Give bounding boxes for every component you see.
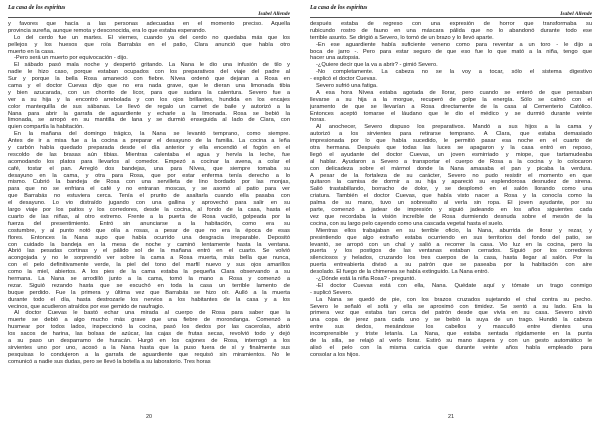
text-line: -En ese aguardiente había suficiente veneno como para reventar a un toro - le dijo a xyxy=(316,41,592,48)
text-line: incomprensible y triste letanía. La Nana, que estaba sentada rígidamente en la punta xyxy=(310,331,592,338)
text-line: a su paso un desparramo de huracán. Hurgó en los cajones de Rosa, interrogó a los xyxy=(8,337,290,344)
text-line: y carbón había quedado preparada desde el día anterior y ella encendió el fogón en el xyxy=(8,145,290,152)
text-line: cama y el doctor Cuevas dijo que no era nada grave, que le dieran una limonada tibia xyxy=(8,83,290,90)
text-line: quitaron la camisa de dormir a su hija y apareció su esplendorosa desnudez de sirena. xyxy=(310,179,592,186)
text-line: el desayuno. Lo vio distraído jugando con una gallina y aprovechó para salir en su xyxy=(8,200,290,207)
text-line: nadie le hizo caso, porque estaban ocupados con los preparativos del viaje del padre al xyxy=(8,69,290,76)
text-line: llevarse a su hija a la morgue, recuperó de golpe la energía. Sólo se calmó con el xyxy=(310,96,592,103)
text-line: al hablar. Ayudaron a Severo a transportar el cuerpo de Rosa a la cocina y lo colocaron xyxy=(310,158,592,165)
text-line: Antes de ir a misa fue a la cocina a preparar el desayuno de la familia. La cocina a leña xyxy=(8,138,290,145)
text-line: primera vez que estaba tan cerca del patrón desde que vivía en su casa. Severo sirvió xyxy=(310,310,592,317)
page-number: 21 xyxy=(448,414,454,420)
text-line: flores. Entonces la Nana supo que había ocurrido una desgracia irreparable. Depositó xyxy=(8,234,290,241)
text-line: buque perdido. Fue la primera y última vez que Barrabás se hizo oír. Aulló a la muerta xyxy=(8,289,290,296)
text-line: husmear por todos lados, inspeccionó la cocina, pasó los dedos por las cacerolas, abrió xyxy=(8,324,290,331)
text-line: costumbre, y al punto notó que olía a rosas, a pesar de que no era la época de esas xyxy=(8,227,290,234)
book-title: La casa de los espíritus xyxy=(310,5,368,11)
text-line: llegó el ayudante del doctor Cuevas, un joven esmirriado y miope, que tartamudeaba xyxy=(310,151,592,158)
text-line: impresionada por lo que había sucedido, le permitió pasar esa noche en el cuarto de xyxy=(310,138,592,145)
text-line: Mientras ellos trabajaban en su terrible oficio, la Nana, aburrida de llorar y rezar, y xyxy=(316,227,592,234)
text-line: presintiendo que algo extraño estaba ocurriendo en sus territorios del fondo del patio, se xyxy=(310,234,592,241)
text-line: Al anochecer, Severo dispuso los preparativos. Mandó a sus hijos a la cama y xyxy=(316,124,592,131)
text-line: rubicundo rostro de fauno en una máscara pálida que no lo abandonó durante todo ese xyxy=(310,27,592,34)
book-author: Isabel Allende xyxy=(258,11,290,17)
text-line: durante todo el día, hasta destrozarle los nervios a los habitantes de la casa y a los xyxy=(8,296,290,303)
text-line: hacer una autopsia. xyxy=(310,55,360,62)
text-line: entre sus dedos, mesándose los cabellos y masculló entre dientes una xyxy=(310,324,592,331)
text-line: En la mañana del domingo trágico, la Nana se levantó temprano, como siempre. xyxy=(14,131,290,138)
text-line: mismo. Cubrió la bandeja de Rosa con una servilleta de lino bordado por las monjas, xyxy=(8,179,290,186)
text-line: cuarto de las niñas, al otro extremo. Frente a la puerta de Rosa vaciló, golpeada por la xyxy=(8,213,290,220)
text-line: silenciosos y helados, cruzando los tres cuerpos de la casa, hasta llegar al salón. Por la xyxy=(310,255,592,262)
text-line: muerte se debió a algo mucho más grave que una fiebre de morondanga. Comenzó a xyxy=(8,317,290,324)
text-line: vecinos, que acudieron atraídos por ese gemido de naufragio. xyxy=(8,303,165,310)
text-line: A pesar de la fortaleza de su carácter, Severo no pudo resistir el momento en que xyxy=(310,172,592,179)
text-line: Salió trastabillando, borracho de dolor, y se desplomó en el salón llorando como una xyxy=(310,186,592,193)
text-line: - suplicó Severo. xyxy=(310,289,353,296)
text-line: otra hermana. Después que todas las luces se apagaron y la casa entró en reposo, xyxy=(310,145,592,152)
text-line: como la miel, abiertos. A los pies de la cama estaba la pequeña Clara observando a su xyxy=(8,269,290,276)
text-line: -¿Dónde está la niña Rosa? - preguntó. xyxy=(316,275,416,282)
text-line: palma de su mano, tuvo un sobresalto al verla sin ropa. El joven ayudante, por su xyxy=(310,200,592,207)
text-line: pesquisas lo condujeron a la garrafa de aguardiente que requisó sin miramientos. No le xyxy=(8,351,290,358)
text-line: -El doctor Cuevas está con ella, Nana. Quédate aquí y tómate un trago conmigo xyxy=(316,282,592,289)
text-line: consolar a los hijos. xyxy=(310,351,360,358)
text-line: largo viaje por los patios y los corredores, desde la cocina, al fondo de la casa, hasta el xyxy=(8,207,290,214)
text-line: vez que recordaba la visión increíble de Rosa durmiendo desnuda sobre el mesón de la xyxy=(310,213,592,220)
text-line: desolado. El fuego de la chimenea se había extinguido. La Nana entró. xyxy=(310,269,489,276)
text-line: puerta y los postigos de las ventanas estaban cerrados. Siguió por los corredores xyxy=(310,248,592,255)
page-body-text xyxy=(8,21,290,415)
text-line: ver a su hija y la encontró arrebolada y con los ojos brillantes, hundida en los encajes xyxy=(8,96,290,103)
text-line: que Barrabás no estuviera cerca. Tenía el prurito de asaltarla cuando ella pasaba con xyxy=(8,193,290,200)
left-page xyxy=(8,0,290,424)
page-body-text xyxy=(310,21,592,415)
text-line: El sábado pasó mala noche y despertó gritando. La Nana le dio una infusión de tilo y xyxy=(14,62,290,69)
text-line: La Nana se quedó de pie, con los brazos cruzados sujetando el chal contra su pecho. xyxy=(316,296,592,303)
text-line: café, tostar el pan. Arregló dos bandejas, una para Nívea, que siempre tomaba su xyxy=(8,165,290,172)
text-line: muerto en la casa. xyxy=(8,48,55,55)
text-line: provincia sureña, aunque remota y desconocida, era lo que estaba esperando. xyxy=(8,27,207,34)
text-line: Nana para abrir la garrafa de aguardiente y echarle a la limonada. Rosa se bebió la xyxy=(8,110,290,117)
text-line: Severo sufrió una fatiga. xyxy=(316,83,378,90)
text-line: Abrió las pesadas cortinas y el pálido sol de la mañana entró en el cuarto. Se volvió xyxy=(8,248,290,255)
text-line: Al doctor Cuevas le bastó echar una mirada al cuerpo de Rosa para saber que la xyxy=(14,310,290,317)
text-line: color mantequilla de sus sábanas. Le llevó de regalo un carnet de baile y autorizó a la xyxy=(8,103,290,110)
text-line: alisó el pelo con la misma caricia que durante veinte años había empleado para xyxy=(310,344,592,351)
text-line: después estaba de regreso con una expresión de horror que transformaba su xyxy=(310,21,592,27)
page-header xyxy=(310,3,592,18)
page-number: 20 xyxy=(146,414,152,420)
text-line: -Pero será un muerto por equivocación - dijo. xyxy=(14,55,128,62)
text-line: autorizó a los sirvientes para retirarse temprano. A Clara, que estaba demasiado xyxy=(310,131,592,138)
text-line: hermana. La Nana se arrodilló junto a la cama, tomó la mano a Rosa y comenzó a xyxy=(8,275,290,282)
text-line: pellejos y los huesos que roía Barrabás en el patio, Clara anunció que había otro xyxy=(8,41,290,48)
right-page xyxy=(310,0,592,424)
text-line: parte, comenzó a jadear de impresión y siguió jadeando en los años siguientes cada xyxy=(310,207,592,214)
text-line: y favores que hacía a las personas adecuadas en el momento preciso. Aquella xyxy=(8,21,290,27)
text-line: Entonces aceptó tomarse el láudano que le dio el médico y se durmió durante veinte xyxy=(310,110,592,117)
text-line: boca de jarro -. Pero para estar seguro de que eso fue lo que mató a la niña, tengo que xyxy=(310,48,592,55)
text-line: -No completamente. La cabeza no se la voy a tocar, sólo el sistema digestivo xyxy=(316,69,592,76)
text-line: puerta entreabierta divisó a su patrón que se paseaba por la habitación con aire xyxy=(310,262,592,269)
text-line: comunicó a nadie sus dudas, pero se llevó la botella a su laboratorio. Tres horas xyxy=(8,358,211,365)
text-line: criatura. También el doctor Cuevas, que había visto nacer a Rosa y la conocía como la xyxy=(310,193,592,200)
text-line: de la silla, se relajó al verlo llorar. Estiró su mano áspera y con un gesto automático le xyxy=(310,337,592,344)
text-line: y bien azucarada, con un chorrito de licor, para que sudara la calentura. Severo fue a xyxy=(8,89,290,96)
text-line: fuerza del presentimiento. Entró sin anunciarse a la habitación, como era su xyxy=(8,220,290,227)
text-line: sirvientes uno por uno, acosó a la Nana hasta que la puso fuera de sí y finalmente sus xyxy=(8,344,290,351)
page-header xyxy=(8,3,290,18)
text-line: con delicadeza sobre el mármol donde la Nana amasaba el pan y picaba la verdura. xyxy=(310,165,592,172)
text-line: los sacos de harina, las bolsas de azúcar, las cajas de frutas secas, revolvió todo y dejó xyxy=(8,331,290,338)
text-line: cocina, con su largo pelo cayendo como una cascada vegetal hasta el suelo. xyxy=(310,220,504,227)
text-line: terrible asunto. Se dirigió a Severo, lo tomó de un brazo y lo llevó aparte. xyxy=(310,34,494,41)
text-line: rescoldo de las brasas aún tibias. Mientras calentaba el agua y hervía la leche, fue xyxy=(8,151,290,158)
text-line: -¿Quiere decir que la va a abrir? - gimió Severo. xyxy=(316,62,438,69)
text-line: acongojada y no le sorprendió ver sobre la cama a Rosa muerta, más bella que nunca, xyxy=(8,255,290,262)
text-line: quien compartía la habitación. xyxy=(8,124,84,131)
text-line: desayuno en la cama, y otra para Rosa, que por estar enferma tenía derecho a lo xyxy=(8,172,290,179)
book-author: Isabel Allende xyxy=(560,11,592,17)
text-line: juramento de que se llevarían a Rosa directamente de la casa al Cementerio Católico. xyxy=(310,103,592,110)
book-title: La casa de los espíritus xyxy=(8,5,66,11)
text-line: con el pelo definitivamente verde, la piel del tono del marfil nuevo y sus ojos amarillos xyxy=(8,262,290,269)
text-line: levantó, se arropó con un chal y salió a recorrer la casa. Vio luz en la cocina, pero la xyxy=(310,241,592,248)
text-line: Lo del cerdo fue un martes. El viernes, cuando ya del cerdo no quedaba más que los xyxy=(14,34,290,41)
text-line: limonada, se arropó en su mantilla de lana y se durmió enseguida al lado de Clara, con xyxy=(8,117,290,124)
text-line: acomodando los platos para llevarlos al comedor. Empezó a cocinar la avena, a colar el xyxy=(8,158,290,165)
text-line: horas. xyxy=(310,117,326,124)
text-line: rezar. Siguió rezando hasta que se escuchó en toda la casa un terrible lamento de xyxy=(8,282,290,289)
text-line: Sur y porque la bella Rosa amaneció con fiebre. Nívea ordenó que dejaran a Rosa en xyxy=(8,76,290,83)
text-line: Severo le señaló el sofá y ella se aproximó con timidez. Se sentó a su lado. Era la xyxy=(310,303,592,310)
text-line: para que no se enfriara el café y no entraran moscas, y se asomó al patio para ver xyxy=(8,186,290,193)
text-line: A esa hora Nívea estaba agotada de llorar, pero cuando se enteró de que pensaban xyxy=(316,89,592,96)
text-line: - explicó el doctor Cuevas. xyxy=(310,76,378,83)
text-line: con cuidado la bandeja en la mesa de noche y caminó lentamente hasta la ventana. xyxy=(8,241,290,248)
text-line: una copa de jerez para cada uno y se bebió la suya de un trago. Hundió la cabeza xyxy=(310,317,592,324)
